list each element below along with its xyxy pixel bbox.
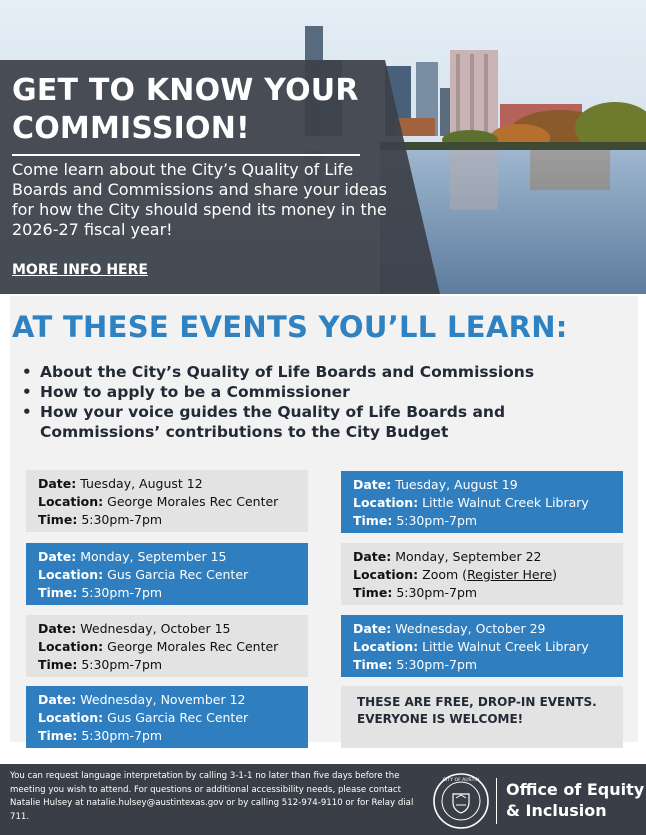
city-seal-icon [432,772,490,830]
event-time: Time: 5:30pm-7pm [38,512,163,527]
free-event-notice: THESE ARE FREE, DROP-IN EVENTS. EVERYONE IS WELCOME! [341,686,623,748]
learn-item [22,402,582,442]
department-name [506,779,644,821]
event-card [341,615,623,677]
hero-banner [0,0,646,294]
learn-heading: AT THESE EVENTS YOU’LL LEARN: [12,310,568,344]
event-date: Date: Wednesday, October 15 [38,621,231,636]
department-name-line2: & Inclusion [506,801,607,820]
event-location: Location: Little Walnut Creek Library [353,495,589,510]
event-location: Location: George Morales Rec Center [38,494,279,509]
event-location: Location: Gus Garcia Rec Center [38,710,249,725]
accessibility-notice: You can request language interpretation by calling 3-1-1 no later than five days before the meeting you wish to attend. For questions or additional accessibility needs, please contact Natalie Hulsey at natalie.hulsey@austintexas.gov or by calling 512-974-9110 or for Relay dial 711. [10,771,414,822]
event-card [26,615,308,677]
event-location: Location: George Morales Rec Center [38,639,279,654]
event-card [26,470,308,532]
event-date: Date: Tuesday, August 19 [353,477,518,492]
hero-title: GET TO KNOW YOUR COMMISSION! [12,73,359,146]
svg-text:CITY OF AUSTIN: CITY OF AUSTIN [442,778,480,783]
learn-item [22,382,582,402]
learn-item [22,362,582,382]
event-card [341,543,623,605]
event-location: Location: Gus Garcia Rec Center [38,567,249,582]
learn-item-text: About the City’s Quality of Life Boards and Commissions [40,363,535,381]
event-time: Time: 5:30pm-7pm [353,513,478,528]
bullet-icon: • [22,363,32,381]
learn-item-text: How your voice guides the Quality of Life Boards and Commissions’ contributions to the City Budget [40,403,506,441]
event-date: Date: Monday, September 15 [38,549,227,564]
learn-list [22,362,582,442]
event-date: Date: Wednesday, October 29 [353,621,546,636]
hero-description: Come learn about the City’s Quality of Life Boards and Commissions and share your ideas for how the City should spend its money in the 2026-27 fiscal year! [12,160,387,239]
event-time: Time: 5:30pm-7pm [38,657,163,672]
register-here-link[interactable]: Register Here [467,567,553,582]
learn-item-text: How to apply to be a Commissioner [40,383,350,401]
event-card [26,543,308,605]
department-name-line1: Office of Equity [506,780,645,799]
event-date: Date: Monday, September 22 [353,549,542,564]
event-time: Time: 5:30pm-7pm [353,585,478,600]
bullet-icon: • [22,403,32,421]
event-time: Time: 5:30pm-7pm [38,728,163,743]
more-info-link[interactable]: MORE INFO HERE [12,262,148,278]
event-date: Date: Wednesday, November 12 [38,692,246,707]
event-location: Location: Little Walnut Creek Library [353,639,589,654]
event-date: Date: Tuesday, August 12 [38,476,203,491]
event-time: Time: 5:30pm-7pm [38,585,163,600]
event-card [26,686,308,748]
event-location: Location: Zoom (Register Here) [353,567,558,582]
bullet-icon: • [22,383,32,401]
hero-divider [12,154,360,156]
event-card [341,471,623,533]
footer-divider [496,778,497,824]
event-time: Time: 5:30pm-7pm [353,657,478,672]
